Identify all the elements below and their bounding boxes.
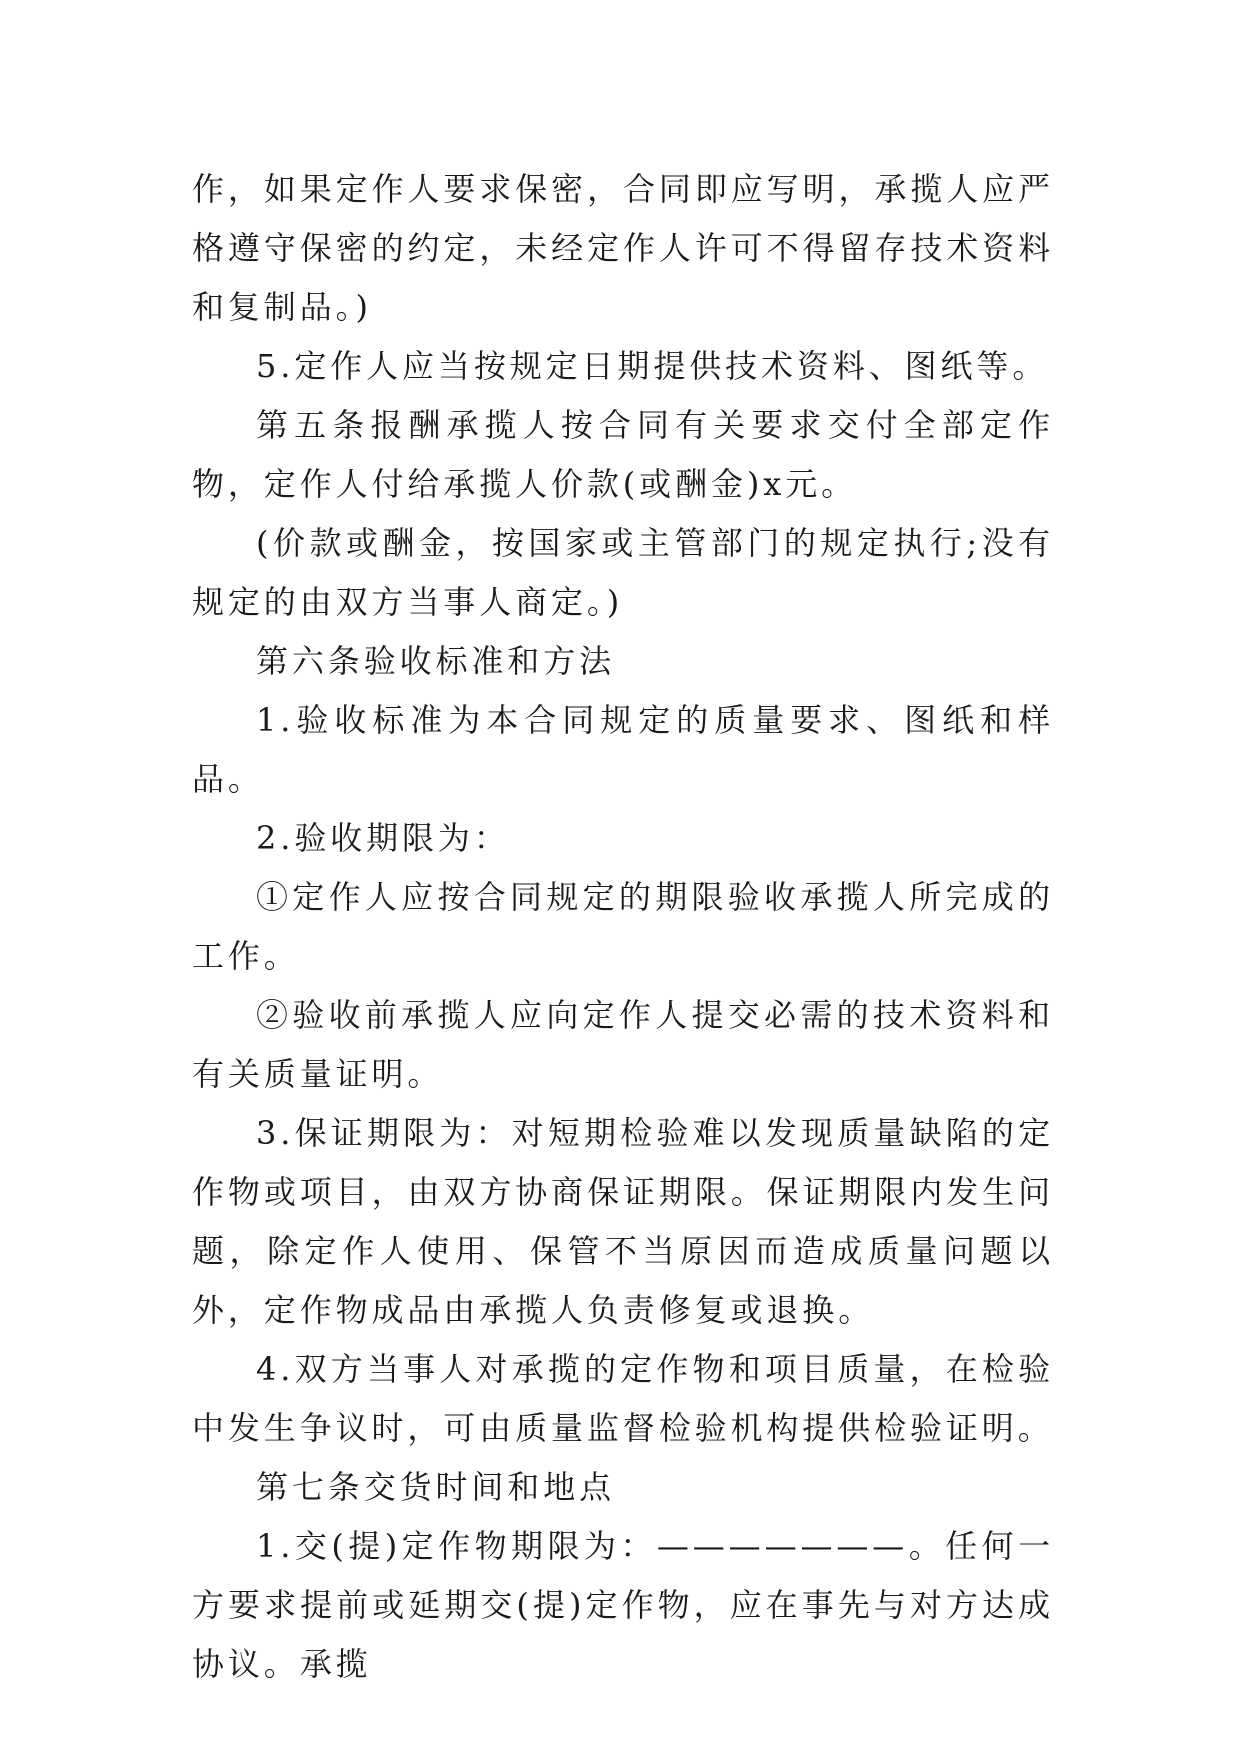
heading-article-7: 第七条交货时间和地点 [256, 1468, 616, 1506]
paragraph-article-6-item-2-b: ②验收前承揽人应向定作人提交必需的技术资料和有关质量证明。 [192, 996, 1054, 1093]
paragraph-article-7-item-1: 1.交(提)定作物期限为：———————。任何一方要求提前或延期交(提)定作物，应在事先与对方达成协议。承揽 [192, 1527, 1054, 1683]
paragraph-article-5-note: (价款或酬金，按国家或主管部门的规定执行;没有规定的由双方当事人商定。) [192, 524, 1054, 621]
paragraph-article-6-item-1: 1.验收标准为本合同规定的质量要求、图纸和样品。 [192, 701, 1054, 798]
paragraph-article-6-item-4: 4.双方当事人对承揽的定作物和项目质量，在检验中发生争议时，可由质量监督检验机构提供检验证明。 [192, 1350, 1054, 1447]
document-body [192, 160, 1054, 1694]
paragraph-article-6-item-2-a: ①定作人应按合同规定的期限验收承揽人所完成的工作。 [192, 878, 1054, 975]
paragraph-article-5: 第五条报酬承揽人按合同有关要求交付全部定作物，定作人付给承揽人价款(或酬金)x元。 [192, 406, 1054, 503]
paragraph-item-5: 5.定作人应当按规定日期提供技术资料、图纸等。 [256, 347, 1049, 385]
paragraph-confidentiality-continued: 作，如果定作人要求保密，合同即应写明，承揽人应严格遵守保密的约定，未经定作人许可不得留存技术资料和复制品。) [192, 170, 1054, 326]
heading-article-6: 第六条验收标准和方法 [256, 642, 616, 680]
paragraph-article-6-item-3: 3.保证期限为：对短期检验难以发现质量缺陷的定作物或项目，由双方协商保证期限。保证期限内发生问题，除定作人使用、保管不当原因而造成质量问题以外，定作物成品由承揽人负责修复或退换。 [192, 1114, 1054, 1329]
paragraph-article-6-item-2: 2.验收期限为： [256, 819, 510, 857]
